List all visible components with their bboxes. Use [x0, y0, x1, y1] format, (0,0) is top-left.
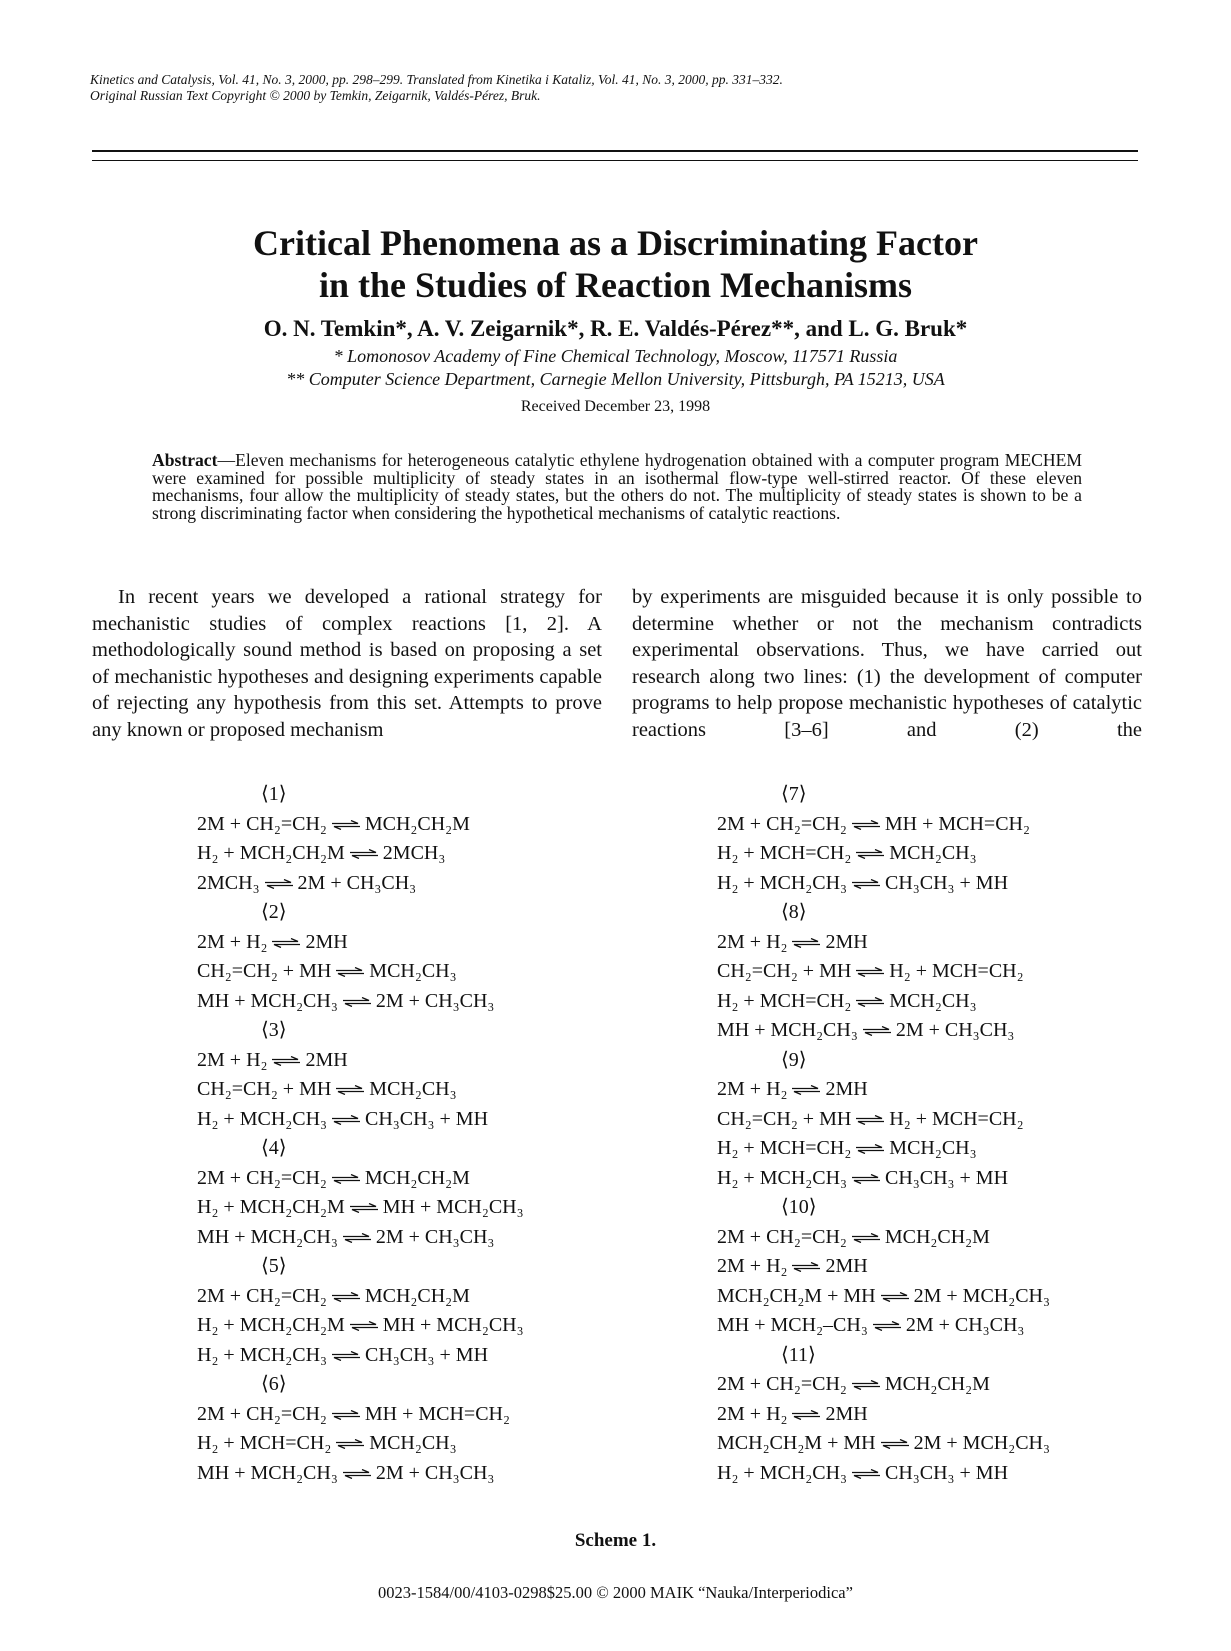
equilibrium-arrow-icon — [349, 1203, 379, 1213]
reactants: H₂ + MCH₂CH₂M — [197, 1314, 345, 1336]
affiliation-2: ** Computer Science Department, Carnegie Mellon University, Pittsburgh, PA 15213, USA — [286, 369, 945, 389]
products: CH₃CH₃ + MH — [365, 1107, 489, 1130]
reaction-step — [197, 928, 524, 958]
equilibrium-arrow-icon — [271, 938, 301, 948]
reactants: 2M + H₂ — [717, 1255, 788, 1277]
mechanism-label: ⟨7⟩ — [781, 783, 807, 805]
journal-header — [90, 72, 783, 104]
mechanism-block — [197, 1016, 524, 1134]
products: MH + MCH=CH₂ — [364, 1402, 510, 1425]
products: CH₃CH₃ + MH — [885, 1166, 1009, 1189]
reaction-step — [197, 1341, 524, 1371]
reactants: 2M + CH₂=CH₂ — [197, 812, 327, 835]
equilibrium-arrow-icon — [331, 1174, 361, 1184]
authors: O. N. Temkin*, A. V. Zeigarnik*, R. E. Valdés-Pérez**, and L. G. Bruk* — [263, 316, 968, 341]
abstract — [152, 452, 1082, 522]
scheme-left-column — [197, 780, 524, 1488]
equilibrium-arrow-icon — [855, 1115, 885, 1125]
reactants: H₂ + MCH₂CH₂M — [197, 842, 345, 864]
reaction-step — [717, 1252, 1050, 1282]
products: 2M + CH₃CH₃ — [297, 871, 417, 894]
products: MCH₂CH₃ — [369, 960, 457, 982]
mechanism-block — [197, 1134, 524, 1252]
reaction-step — [717, 1400, 1050, 1430]
mechanism-label: ⟨10⟩ — [781, 1196, 817, 1218]
equilibrium-arrow-icon — [851, 1469, 881, 1479]
mechanism-label: ⟨11⟩ — [781, 1343, 816, 1366]
reaction-step — [197, 1046, 524, 1076]
reaction-step — [717, 810, 1050, 840]
reactants: 2M + H₂ — [197, 930, 268, 953]
products: MCH₂CH₃ — [889, 1137, 977, 1159]
reactants: 2M + CH₂=CH₂ — [197, 1402, 327, 1425]
reactants: MH + MCH₂CH₃ — [197, 1225, 338, 1248]
reactants: H₂ + MCH=CH₂ — [717, 1137, 852, 1159]
reaction-step — [197, 839, 524, 869]
received-date: Received December 23, 1998 — [520, 398, 711, 415]
products: 2MH — [825, 1402, 868, 1425]
reactants: 2M + H₂ — [717, 930, 788, 953]
reactants: 2M + CH₂=CH₂ — [717, 1373, 847, 1395]
products: MCH₂CH₃ — [369, 1078, 457, 1100]
products: MCH₂CH₃ — [369, 1432, 457, 1454]
title-line-1: Critical Phenomena as a Discriminating Factor — [253, 223, 978, 263]
reaction-step — [197, 1193, 524, 1223]
reaction-step — [717, 1105, 1050, 1135]
mechanism-block — [717, 780, 1050, 898]
reactants: H₂ + MCH₂CH₂M — [197, 1196, 345, 1218]
equilibrium-arrow-icon — [791, 1262, 821, 1272]
products: CH₃CH₃ + MH — [885, 871, 1009, 894]
equilibrium-arrow-icon — [791, 1410, 821, 1420]
reactants: MCH₂CH₂M + MH — [717, 1432, 876, 1454]
products: CH₃CH₃ + MH — [885, 1461, 1009, 1484]
body-left-text: In recent years we developed a rational strategy for mechanistic studies of complex reactions [1, 2]. A methodologically sound method is based on proposing a set of mechanistic hypotheses and designing experiments capable of rejecting any hypothesis from this set. Attempts to prove any known or proposed mechanism — [92, 586, 602, 741]
reactants: H₂ + MCH₂CH₃ — [717, 1461, 847, 1484]
reactants: 2M + CH₂=CH₂ — [717, 1225, 847, 1248]
header-line-1: Kinetics and Catalysis, Vol. 41, No. 3, 2000, pp. 298–299. Translated from Kinetika i Kataliz, Vol. 41, No. 3, 2000, pp. 331–332. — [90, 72, 783, 87]
reaction-step — [717, 1429, 1050, 1459]
reactants: 2M + H₂ — [717, 1078, 788, 1100]
reactants: CH₂=CH₂ + MH — [197, 960, 332, 982]
equilibrium-arrow-icon — [331, 1410, 361, 1420]
equilibrium-arrow-icon — [851, 879, 881, 889]
equilibrium-arrow-icon — [335, 967, 365, 977]
reactants: 2M + CH₂=CH₂ — [197, 1284, 327, 1307]
reaction-step — [717, 957, 1050, 987]
reactants: 2M + CH₂=CH₂ — [197, 1166, 327, 1189]
products: 2MH — [825, 1078, 868, 1100]
header-rule-thick — [92, 150, 1138, 152]
equilibrium-arrow-icon — [342, 1233, 372, 1243]
products: 2MH — [825, 930, 868, 953]
reaction-step — [717, 1134, 1050, 1164]
equilibrium-arrow-icon — [331, 820, 361, 830]
equilibrium-arrow-icon — [880, 1439, 910, 1449]
mechanism-label: ⟨8⟩ — [781, 901, 807, 923]
reactants: H₂ + MCH₂CH₃ — [197, 1107, 327, 1130]
products: MCH₂CH₃ — [889, 842, 977, 864]
mechanism-label: ⟨4⟩ — [261, 1137, 287, 1159]
reactants: 2MCH₃ — [197, 871, 260, 894]
products: 2M + MCH₂CH₃ — [913, 1432, 1050, 1454]
products: 2M + CH₃CH₃ — [905, 1314, 1025, 1336]
equilibrium-arrow-icon — [872, 1321, 902, 1331]
mechanism-block — [197, 780, 524, 898]
reactants: 2M + H₂ — [717, 1402, 788, 1425]
equilibrium-arrow-icon — [331, 1351, 361, 1361]
mechanism-label: ⟨3⟩ — [261, 1019, 287, 1041]
abstract-text: —Eleven mechanisms for heterogeneous catalytic ethylene hydrogenation obtained with a computer program MECHEM were examined for possible multiplicity of steady states in an isothermal flow-type well-stirred reactor. Of these eleven mechanisms, four allow the multiplicity of steady states, but the others do not. The multiplicity of steady states is shown to be a strong discriminating factor when considering the hypothetical mechanisms of catalytic reactions. — [152, 450, 1082, 523]
reaction-step — [717, 1075, 1050, 1105]
reaction-step — [197, 1400, 524, 1430]
mechanism-block — [197, 1252, 524, 1370]
products: MCH₂CH₃ — [889, 989, 977, 1012]
reaction-step — [717, 1016, 1050, 1046]
equilibrium-arrow-icon — [855, 849, 885, 859]
mechanism-block — [197, 1370, 524, 1488]
reaction-step — [197, 1075, 524, 1105]
reactants: CH₂=CH₂ + MH — [197, 1078, 332, 1100]
products: 2M + CH₃CH₃ — [375, 989, 495, 1012]
reaction-step — [717, 987, 1050, 1017]
products: 2M + MCH₂CH₃ — [913, 1284, 1050, 1307]
reaction-step — [197, 1164, 524, 1194]
equilibrium-arrow-icon — [851, 1380, 881, 1390]
equilibrium-arrow-icon — [851, 1233, 881, 1243]
reactants: MH + MCH₂–CH₃ — [717, 1314, 868, 1336]
products: MCH₂CH₂M — [364, 1166, 470, 1189]
products: 2MCH₃ — [382, 842, 446, 864]
reactants: 2M + H₂ — [197, 1048, 268, 1071]
products: H₂ + MCH=CH₂ — [889, 960, 1024, 982]
products: MCH₂CH₂M — [364, 812, 470, 835]
body-left-column — [92, 584, 602, 744]
equilibrium-arrow-icon — [349, 849, 379, 859]
equilibrium-arrow-icon — [855, 967, 885, 977]
reaction-step — [717, 1282, 1050, 1312]
header-line-2: Original Russian Text Copyright © 2000 by Temkin, Zeigarnik, Valdés-Pérez, Bruk. — [90, 88, 541, 103]
equilibrium-arrow-icon — [331, 1115, 361, 1125]
reactants: H₂ + MCH=CH₂ — [717, 842, 852, 864]
products: 2MH — [825, 1255, 868, 1277]
mechanism-label: ⟨9⟩ — [781, 1048, 807, 1071]
products: MH + MCH₂CH₃ — [382, 1196, 524, 1218]
reaction-step — [197, 957, 524, 987]
reactants: H₂ + MCH₂CH₃ — [197, 1343, 327, 1366]
reaction-step — [197, 869, 524, 899]
reaction-step — [717, 869, 1050, 899]
reaction-step — [717, 1370, 1050, 1400]
mechanism-label: ⟨2⟩ — [261, 901, 287, 923]
mechanism-block — [717, 1193, 1050, 1341]
equilibrium-arrow-icon — [791, 938, 821, 948]
reaction-step — [197, 1223, 524, 1253]
mechanism-label: ⟨6⟩ — [261, 1373, 287, 1395]
products: MCH₂CH₂M — [364, 1284, 470, 1307]
mechanism-label: ⟨1⟩ — [261, 783, 287, 805]
mechanism-block — [717, 898, 1050, 1046]
reaction-step — [197, 987, 524, 1017]
equilibrium-arrow-icon — [851, 1174, 881, 1184]
products: 2M + CH₃CH₃ — [895, 1019, 1015, 1041]
paper-title — [0, 222, 1231, 306]
reaction-step — [717, 1223, 1050, 1253]
products: MH + MCH=CH₂ — [884, 812, 1030, 835]
reactants: H₂ + MCH₂CH₃ — [717, 871, 847, 894]
products: MCH₂CH₂M — [884, 1225, 990, 1248]
equilibrium-arrow-icon — [342, 997, 372, 1007]
reaction-step — [717, 928, 1050, 958]
reactants: H₂ + MCH=CH₂ — [197, 1432, 332, 1454]
scheme-right-column — [717, 780, 1050, 1488]
reaction-step — [197, 1311, 524, 1341]
equilibrium-arrow-icon — [264, 879, 294, 889]
reaction-step — [197, 810, 524, 840]
reaction-step — [197, 1282, 524, 1312]
equilibrium-arrow-icon — [342, 1469, 372, 1479]
reactants: 2M + CH₂=CH₂ — [717, 812, 847, 835]
equilibrium-arrow-icon — [349, 1321, 379, 1331]
equilibrium-arrow-icon — [855, 1144, 885, 1154]
reaction-step — [197, 1105, 524, 1135]
products: 2MH — [305, 930, 348, 953]
body-right-text: by experiments are misguided because it is only possible to determine whether or not the mechanism contradicts experimental observations. Thus, we have carried out research along two lines: (1) the development of computer programs to help propose mechanistic hypotheses of catalytic reactions [3–6] and (2) the — [632, 586, 1142, 741]
scheme-caption: Scheme 1. — [574, 1530, 657, 1551]
body-right-column — [632, 584, 1142, 744]
reaction-step — [197, 1459, 524, 1489]
products: MCH₂CH₂M — [884, 1373, 990, 1395]
equilibrium-arrow-icon — [851, 820, 881, 830]
reactants: MH + MCH₂CH₃ — [717, 1019, 858, 1041]
reactants: CH₂=CH₂ + MH — [717, 1107, 852, 1130]
products: H₂ + MCH=CH₂ — [889, 1107, 1024, 1130]
equilibrium-arrow-icon — [880, 1292, 910, 1302]
equilibrium-arrow-icon — [335, 1439, 365, 1449]
reactants: CH₂=CH₂ + MH — [717, 960, 852, 982]
reaction-step — [717, 1311, 1050, 1341]
reaction-step — [717, 1459, 1050, 1489]
equilibrium-arrow-icon — [271, 1056, 301, 1066]
reaction-step — [717, 839, 1050, 869]
affiliation-1: * Lomonosov Academy of Fine Chemical Technology, Moscow, 117571 Russia — [333, 346, 898, 366]
reactants: MCH₂CH₂M + MH — [717, 1284, 876, 1307]
reactants: H₂ + MCH=CH₂ — [717, 989, 852, 1012]
mechanism-block — [717, 1046, 1050, 1194]
products: 2MH — [305, 1048, 348, 1071]
mechanism-block — [717, 1341, 1050, 1489]
header-rule-thin — [92, 160, 1138, 161]
equilibrium-arrow-icon — [791, 1085, 821, 1095]
mechanism-label: ⟨5⟩ — [261, 1255, 287, 1277]
reactants: MH + MCH₂CH₃ — [197, 1461, 338, 1484]
equilibrium-arrow-icon — [862, 1026, 892, 1036]
mechanism-block — [197, 898, 524, 1016]
abstract-label: Abstract — [152, 450, 218, 470]
reaction-step — [717, 1164, 1050, 1194]
reaction-step — [197, 1429, 524, 1459]
reactants: MH + MCH₂CH₃ — [197, 989, 338, 1012]
products: 2M + CH₃CH₃ — [375, 1461, 495, 1484]
products: 2M + CH₃CH₃ — [375, 1225, 495, 1248]
title-line-2: in the Studies of Reaction Mechanisms — [319, 265, 912, 305]
equilibrium-arrow-icon — [335, 1085, 365, 1095]
products: MH + MCH₂CH₃ — [382, 1314, 524, 1336]
equilibrium-arrow-icon — [855, 997, 885, 1007]
copyright-footer: 0023-1584/00/4103-0298$25.00 © 2000 MAIK “Nauka/Interperiodica” — [378, 1583, 853, 1602]
products: CH₃CH₃ + MH — [365, 1343, 489, 1366]
reactants: H₂ + MCH₂CH₃ — [717, 1166, 847, 1189]
equilibrium-arrow-icon — [331, 1292, 361, 1302]
